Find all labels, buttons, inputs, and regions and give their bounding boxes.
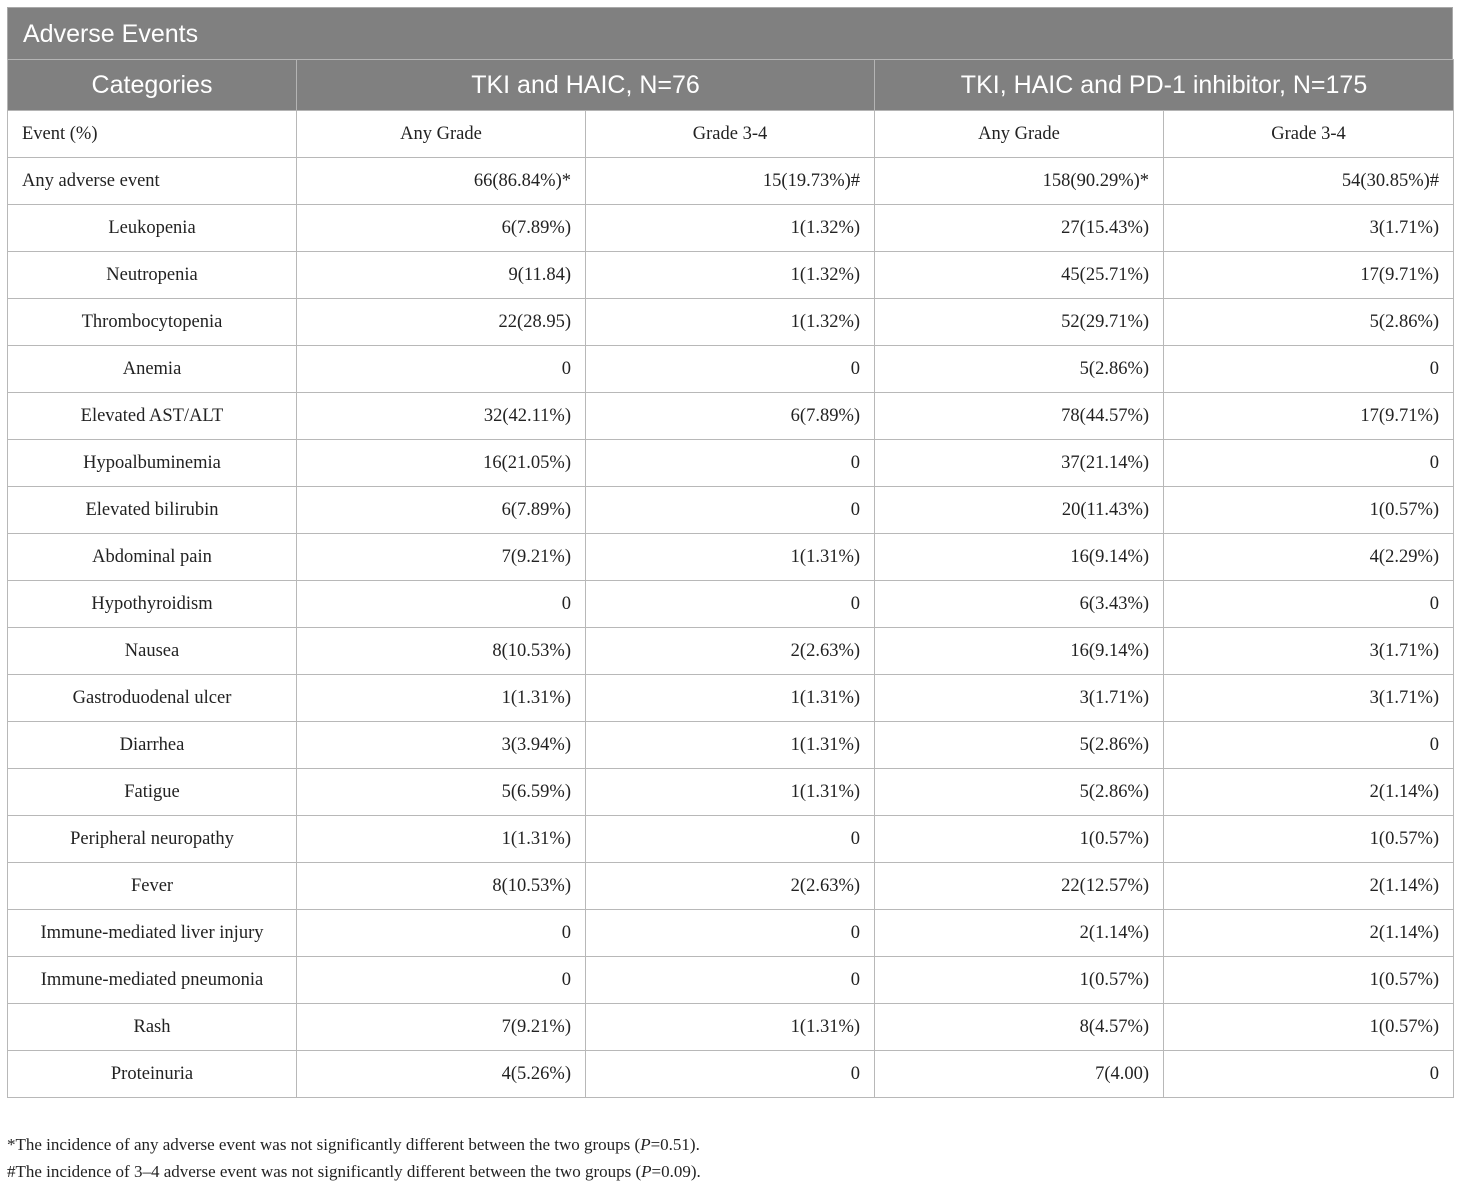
g2-any-grade-cell: 3(1.71%)	[875, 675, 1164, 722]
g2-any-grade-cell: 22(12.57%)	[875, 863, 1164, 910]
g1-grade-3-4-cell: 0	[586, 581, 875, 628]
g1-any-grade-cell: 0	[297, 346, 586, 393]
g1-grade-3-4-cell: 0	[586, 1051, 875, 1098]
subheader-g2-any-grade: Any Grade	[875, 111, 1164, 158]
event-cell: Anemia	[8, 346, 297, 393]
g1-grade-3-4-cell: 0	[586, 957, 875, 1004]
g2-grade-3-4-cell: 0	[1164, 440, 1454, 487]
g2-grade-3-4-cell: 4(2.29%)	[1164, 534, 1454, 581]
g1-any-grade-cell: 9(11.84)	[297, 252, 586, 299]
g2-any-grade-cell: 2(1.14%)	[875, 910, 1164, 957]
event-cell: Abdominal pain	[8, 534, 297, 581]
table-row	[8, 1004, 1454, 1051]
table-row	[8, 252, 1454, 299]
g2-grade-3-4-cell: 2(1.14%)	[1164, 910, 1454, 957]
event-cell: Neutropenia	[8, 252, 297, 299]
event-cell: Fever	[8, 863, 297, 910]
g1-any-grade-cell: 0	[297, 581, 586, 628]
event-cell: Immune-mediated pneumonia	[8, 957, 297, 1004]
g2-any-grade-cell: 1(0.57%)	[875, 957, 1164, 1004]
g1-grade-3-4-cell: 2(2.63%)	[586, 863, 875, 910]
g2-grade-3-4-cell: 0	[1164, 722, 1454, 769]
table-row	[8, 1051, 1454, 1098]
g2-grade-3-4-cell: 17(9.71%)	[1164, 393, 1454, 440]
g2-any-grade-cell: 5(2.86%)	[875, 722, 1164, 769]
g1-any-grade-cell: 32(42.11%)	[297, 393, 586, 440]
table-row	[8, 910, 1454, 957]
footnotes	[7, 1131, 701, 1185]
g1-grade-3-4-cell: 1(1.31%)	[586, 675, 875, 722]
g1-grade-3-4-cell: 0	[586, 346, 875, 393]
g2-any-grade-cell: 6(3.43%)	[875, 581, 1164, 628]
adverse-events-table	[7, 59, 1454, 1098]
g2-grade-3-4-cell: 2(1.14%)	[1164, 769, 1454, 816]
subheader-g1-grade-3-4: Grade 3-4	[586, 111, 875, 158]
table-row	[8, 346, 1454, 393]
table-row	[8, 957, 1454, 1004]
g2-any-grade-cell: 27(15.43%)	[875, 205, 1164, 252]
g2-grade-3-4-cell: 0	[1164, 346, 1454, 393]
event-cell: Hypothyroidism	[8, 581, 297, 628]
g1-any-grade-cell: 16(21.05%)	[297, 440, 586, 487]
g2-grade-3-4-cell: 3(1.71%)	[1164, 675, 1454, 722]
header-group-tki-haic-pd1: TKI, HAIC and PD-1 inhibitor, N=175	[875, 60, 1454, 111]
g2-any-grade-cell: 5(2.86%)	[875, 769, 1164, 816]
g2-any-grade-cell: 1(0.57%)	[875, 816, 1164, 863]
event-cell: Elevated bilirubin	[8, 487, 297, 534]
subheader-row	[8, 111, 1454, 158]
table-row	[8, 581, 1454, 628]
g2-grade-3-4-cell: 17(9.71%)	[1164, 252, 1454, 299]
table-row	[8, 205, 1454, 252]
g1-grade-3-4-cell: 0	[586, 440, 875, 487]
event-cell: Nausea	[8, 628, 297, 675]
event-cell: Proteinuria	[8, 1051, 297, 1098]
table-row	[8, 487, 1454, 534]
event-cell: Leukopenia	[8, 205, 297, 252]
event-cell: Any adverse event	[8, 158, 297, 205]
subheader-event: Event (%)	[8, 111, 297, 158]
adverse-events-table-container	[7, 7, 1453, 1098]
g1-any-grade-cell: 5(6.59%)	[297, 769, 586, 816]
g2-grade-3-4-cell: 3(1.71%)	[1164, 628, 1454, 675]
g1-grade-3-4-cell: 1(1.31%)	[586, 1004, 875, 1051]
table-row	[8, 675, 1454, 722]
g1-any-grade-cell: 66(86.84%)*	[297, 158, 586, 205]
g2-any-grade-cell: 16(9.14%)	[875, 534, 1164, 581]
table-row	[8, 722, 1454, 769]
event-cell: Peripheral neuropathy	[8, 816, 297, 863]
g1-grade-3-4-cell: 6(7.89%)	[586, 393, 875, 440]
g1-any-grade-cell: 4(5.26%)	[297, 1051, 586, 1098]
g2-grade-3-4-cell: 1(0.57%)	[1164, 1004, 1454, 1051]
event-cell: Hypoalbuminemia	[8, 440, 297, 487]
footnote-grade-3-4: #The incidence of 3–4 adverse event was not significantly different between the two groups (P=0.09).	[7, 1162, 701, 1181]
g2-any-grade-cell: 7(4.00)	[875, 1051, 1164, 1098]
g2-grade-3-4-cell: 1(0.57%)	[1164, 957, 1454, 1004]
header-row	[8, 60, 1454, 111]
g1-any-grade-cell: 1(1.31%)	[297, 816, 586, 863]
g1-grade-3-4-cell: 2(2.63%)	[586, 628, 875, 675]
g1-grade-3-4-cell: 15(19.73%)#	[586, 158, 875, 205]
g1-grade-3-4-cell: 0	[586, 816, 875, 863]
event-cell: Thrombocytopenia	[8, 299, 297, 346]
event-cell: Rash	[8, 1004, 297, 1051]
g2-grade-3-4-cell: 0	[1164, 1051, 1454, 1098]
g2-grade-3-4-cell: 54(30.85%)#	[1164, 158, 1454, 205]
table-row	[8, 440, 1454, 487]
g2-grade-3-4-cell: 5(2.86%)	[1164, 299, 1454, 346]
g1-grade-3-4-cell: 1(1.32%)	[586, 299, 875, 346]
g1-any-grade-cell: 1(1.31%)	[297, 675, 586, 722]
g2-any-grade-cell: 8(4.57%)	[875, 1004, 1164, 1051]
g1-any-grade-cell: 8(10.53%)	[297, 628, 586, 675]
g2-any-grade-cell: 20(11.43%)	[875, 487, 1164, 534]
table-row	[8, 158, 1454, 205]
table-row	[8, 863, 1454, 910]
event-cell: Gastroduodenal ulcer	[8, 675, 297, 722]
g2-any-grade-cell: 37(21.14%)	[875, 440, 1164, 487]
g1-any-grade-cell: 7(9.21%)	[297, 534, 586, 581]
table-row	[8, 816, 1454, 863]
header-group-tki-haic: TKI and HAIC, N=76	[297, 60, 875, 111]
g1-any-grade-cell: 6(7.89%)	[297, 487, 586, 534]
g1-any-grade-cell: 0	[297, 910, 586, 957]
g2-grade-3-4-cell: 2(1.14%)	[1164, 863, 1454, 910]
g2-grade-3-4-cell: 0	[1164, 581, 1454, 628]
g1-grade-3-4-cell: 0	[586, 487, 875, 534]
g1-any-grade-cell: 22(28.95)	[297, 299, 586, 346]
g1-any-grade-cell: 0	[297, 957, 586, 1004]
header-categories: Categories	[8, 60, 297, 111]
g2-any-grade-cell: 5(2.86%)	[875, 346, 1164, 393]
event-cell: Fatigue	[8, 769, 297, 816]
g1-any-grade-cell: 8(10.53%)	[297, 863, 586, 910]
g2-any-grade-cell: 78(44.57%)	[875, 393, 1164, 440]
g1-grade-3-4-cell: 0	[586, 910, 875, 957]
g1-any-grade-cell: 7(9.21%)	[297, 1004, 586, 1051]
g1-grade-3-4-cell: 1(1.31%)	[586, 722, 875, 769]
event-cell: Immune-mediated liver injury	[8, 910, 297, 957]
table-row	[8, 628, 1454, 675]
table-title: Adverse Events	[7, 7, 1453, 59]
g2-any-grade-cell: 52(29.71%)	[875, 299, 1164, 346]
g1-grade-3-4-cell: 1(1.32%)	[586, 205, 875, 252]
g2-any-grade-cell: 158(90.29%)*	[875, 158, 1164, 205]
subheader-g1-any-grade: Any Grade	[297, 111, 586, 158]
footnote-any-grade: *The incidence of any adverse event was not significantly different between the two groups (P=0.51).	[7, 1135, 700, 1154]
g1-grade-3-4-cell: 1(1.31%)	[586, 769, 875, 816]
table-row	[8, 769, 1454, 816]
table-row	[8, 534, 1454, 581]
table-row	[8, 393, 1454, 440]
subheader-g2-grade-3-4: Grade 3-4	[1164, 111, 1454, 158]
g2-any-grade-cell: 16(9.14%)	[875, 628, 1164, 675]
g1-any-grade-cell: 6(7.89%)	[297, 205, 586, 252]
g2-any-grade-cell: 45(25.71%)	[875, 252, 1164, 299]
table-row	[8, 299, 1454, 346]
g1-grade-3-4-cell: 1(1.31%)	[586, 534, 875, 581]
g2-grade-3-4-cell: 1(0.57%)	[1164, 487, 1454, 534]
g2-grade-3-4-cell: 1(0.57%)	[1164, 816, 1454, 863]
event-cell: Diarrhea	[8, 722, 297, 769]
event-cell: Elevated AST/ALT	[8, 393, 297, 440]
g2-grade-3-4-cell: 3(1.71%)	[1164, 205, 1454, 252]
g1-grade-3-4-cell: 1(1.32%)	[586, 252, 875, 299]
g1-any-grade-cell: 3(3.94%)	[297, 722, 586, 769]
